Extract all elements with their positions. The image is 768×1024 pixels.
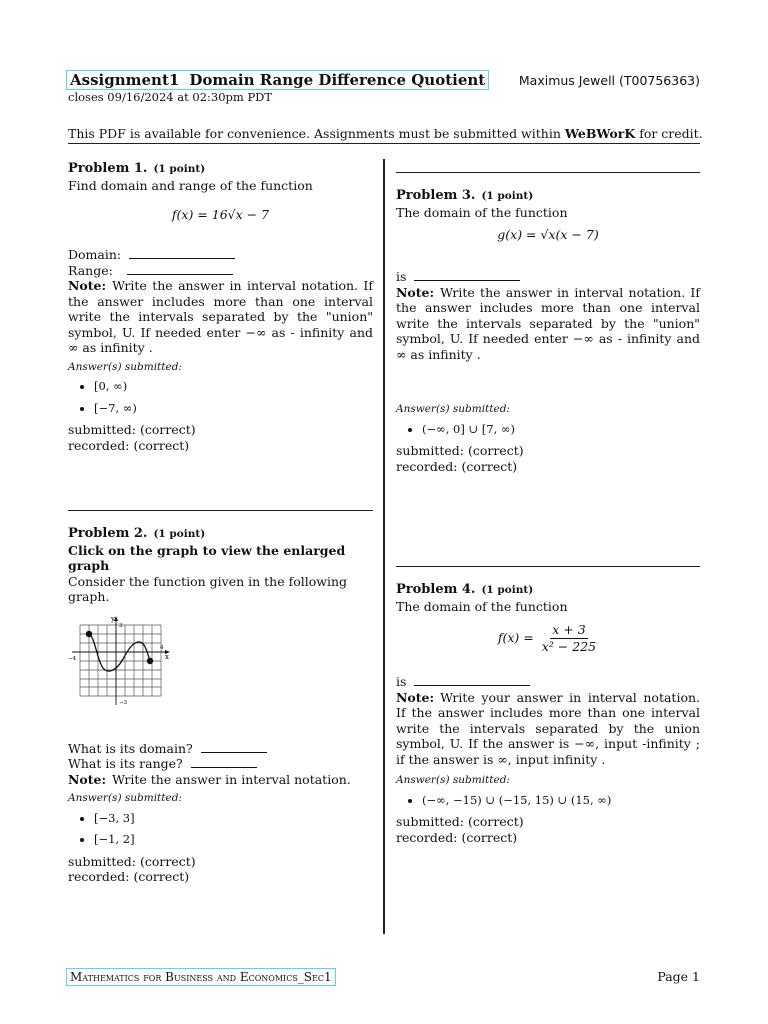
formula-lhs: f(x) = — [497, 630, 534, 646]
problem-3-answers — [396, 422, 700, 438]
problem-3-answers-header: Answer(s) submitted: — [396, 403, 510, 415]
course-name[interactable]: Mathematics for Business and Economics_Sec1 — [66, 968, 336, 986]
problem-4-heading: Problem 4. (1 point) — [396, 582, 534, 597]
intro-prefix: This PDF is available for convenience. Assignments must be submitted within — [68, 126, 561, 141]
x-axis-label: x — [165, 652, 169, 661]
formula-fraction — [540, 622, 598, 654]
domain-answer-blank[interactable] — [414, 269, 520, 281]
problem-3-note: Note: Write the answer in interval notation. If the answer includes more than one interval write the intervals separated by the "union" symbol, U. If needed enter −∞ as - infinity and ∞ as infinity . — [396, 284, 700, 362]
problem-4-prompt: The domain of the function — [396, 598, 568, 614]
range-question-row: What is its range? — [68, 756, 373, 772]
answer-item: • (−∞, −15) ∪ (−15, 15) ∪ (15, ∞) — [422, 793, 700, 809]
range-answer-blank[interactable] — [127, 263, 233, 275]
column-divider — [383, 159, 385, 934]
problem-1-formula: f(x) = 16√x − 7 — [171, 207, 270, 222]
problem-4-top-rule — [396, 566, 700, 567]
problem-4-submitted: submitted: (correct) — [396, 814, 524, 829]
domain-answer-blank[interactable] — [201, 741, 267, 753]
problem-1-submitted: submitted: (correct) — [68, 422, 196, 437]
title-assignment-name: Domain Range Difference Quotient — [189, 71, 486, 89]
answer-item: • [−7, ∞) — [94, 401, 373, 417]
problem-3-prompt: The domain of the function — [396, 204, 568, 220]
intro-text — [68, 126, 703, 141]
is-row: is — [396, 674, 700, 690]
y-min-tick: −3 — [119, 699, 128, 705]
x-max-tick: 4 — [160, 644, 164, 651]
problem-3-submitted: submitted: (correct) — [396, 443, 524, 458]
problem-4-note: Note: Write your answer in interval notation. If the answer includes more than one interval write the intervals separated by the union symbol, U. If the answer is −∞, input -infinity ; if the answer is ∞, input infinity . — [396, 689, 700, 767]
function-graph[interactable] — [68, 615, 178, 705]
problem-3 — [396, 187, 700, 474]
problem-1-answers-header: Answer(s) submitted: — [68, 360, 182, 373]
title-assignment-number: Assignment1 — [70, 71, 180, 89]
problem-4 — [396, 581, 700, 845]
problem-2-note: Note: Write the answer in interval notation. — [68, 771, 351, 787]
answer-item: • (−∞, 0] ∪ [7, ∞) — [422, 422, 700, 438]
assignment-title[interactable] — [66, 70, 489, 90]
problem-3-top-rule — [396, 172, 700, 173]
enlarge-graph-link[interactable]: Click on the graph to view the enlarged graph — [68, 542, 346, 573]
domain-question-row: What is its domain? — [68, 741, 373, 757]
domain-answer-blank[interactable] — [414, 674, 530, 686]
problem-3-formula: g(x) = √x(x − 7) — [497, 227, 599, 242]
endpoint-right — [147, 657, 153, 663]
function-graph-svg — [68, 615, 178, 705]
due-date: closes 09/16/2024 at 02:30pm PDT — [68, 90, 273, 104]
page-number: Page 1 — [657, 969, 700, 984]
problem-2-heading: Problem 2. (1 point) — [68, 526, 206, 541]
problem-4-answers — [396, 793, 700, 809]
problem-4-formula — [396, 620, 700, 656]
answer-item: • [−1, 2] — [94, 832, 373, 848]
y-axis-label: y — [111, 614, 115, 623]
answer-item: • [−3, 3] — [94, 811, 373, 827]
x-min-tick: −4 — [68, 655, 77, 662]
problem-2-answers — [68, 811, 373, 848]
problem-1-prompt: Find domain and range of the function — [68, 177, 313, 193]
problem-1-rule — [68, 510, 373, 511]
intro-webwork: WeBWorK — [564, 126, 636, 141]
problem-1-answers — [68, 379, 373, 416]
problem-2 — [68, 525, 373, 885]
endpoint-left — [86, 630, 92, 636]
problem-2-prompt: Consider the function given in the following graph. — [68, 573, 348, 604]
problem-1-heading: Problem 1. (1 point) — [68, 161, 206, 176]
problem-4-recorded: recorded: (correct) — [396, 829, 518, 845]
intro-suffix: for credit. — [639, 126, 703, 141]
header-rule — [68, 143, 700, 144]
domain-answer-blank[interactable] — [129, 247, 235, 259]
problem-2-submitted: submitted: (correct) — [68, 853, 196, 869]
range-row: Range: — [68, 263, 373, 279]
y-max-tick: 3 — [119, 622, 123, 629]
formula-denominator: x² − 225 — [541, 638, 597, 654]
answer-item: • [0, ∞) — [94, 379, 373, 395]
problem-1 — [68, 160, 373, 453]
problem-3-heading: Problem 3. (1 point) — [396, 188, 534, 203]
student-name: Maximus Jewell (T00756363) — [518, 73, 700, 88]
range-answer-blank[interactable] — [191, 756, 257, 768]
domain-row: Domain: — [68, 247, 373, 263]
formula-numerator: x + 3 — [552, 622, 586, 637]
is-row: is — [396, 269, 700, 285]
problem-1-note: Note: Write the answer in interval notation. If the answer includes more than one interval write the intervals separated by the "union" symbol, U. If needed enter −∞ as - infinity and ∞ as infinity . — [68, 278, 373, 355]
problem-2-recorded: recorded: (correct) — [68, 869, 190, 884]
problem-3-recorded: recorded: (correct) — [396, 458, 518, 474]
problem-2-answers-header: Answer(s) submitted: — [68, 792, 182, 804]
problem-1-recorded: recorded: (correct) — [68, 437, 190, 453]
problem-4-answers-header: Answer(s) submitted: — [396, 774, 510, 786]
